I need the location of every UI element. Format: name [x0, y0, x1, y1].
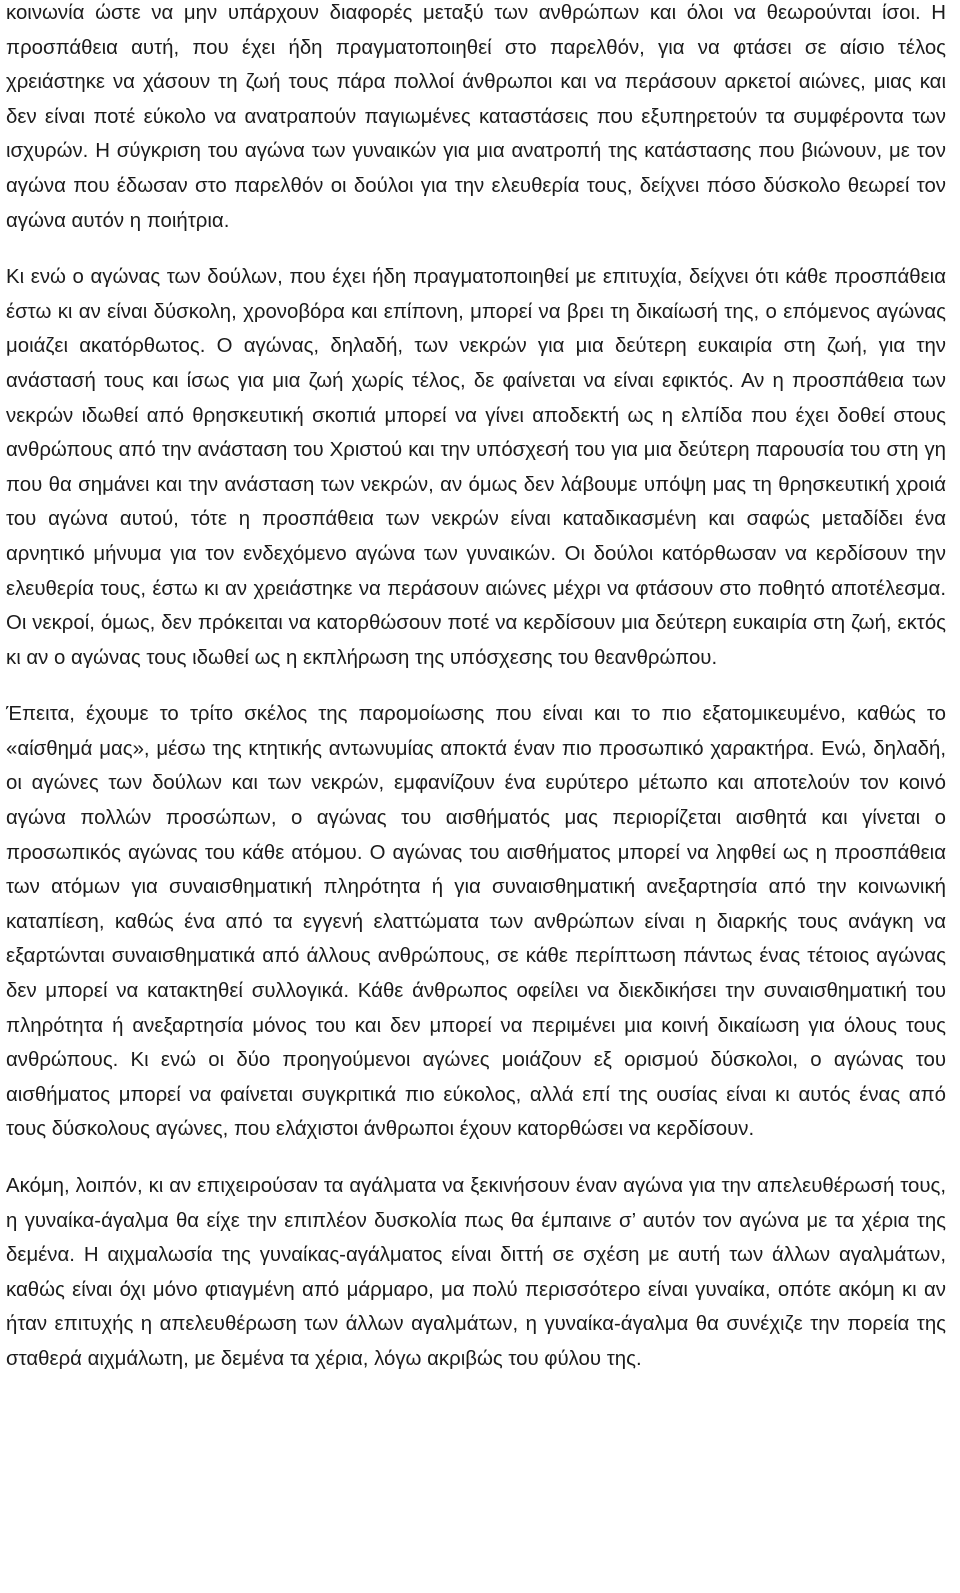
paragraph-slavery-comparison: κοινωνία ώστε να μην υπάρχουν διαφορές μεταξύ των ανθρώπων και όλοι να θεωρούνται ίσοι. Η προσπάθεια αυτή, που έχει ήδη πραγματοποιηθεί στο παρελθόν, για να φτάσει σε αίσιο τέλος χρειάστηκε να χάσουν τη ζωή τους πάρα πολλοί άνθρωποι και να περάσουν αρκετοί αιώνες, μιας και δεν είναι ποτέ εύκολο να ανατραπούν παγιωμένες καταστάσεις που εξυπηρετούν τα συμφέροντα των ισχυρών. Η σύγκριση του αγώνα των γυναικών για μια ανατροπή της κατάστασης που βιώνουν, με τον αγώνα που έδωσαν στο παρελθόν οι δούλοι για την ελευθερία τους, δείχνει πόσο δύσκολο θεωρεί τον αγώνα αυτόν η ποιήτρια. [6, 2, 946, 232]
paragraph-struggle-of-the-dead: Κι ενώ ο αγώνας των δούλων, που έχει ήδη πραγματοποιηθεί με επιτυχία, δείχνει ότι κάθε προσπάθεια έστω κι αν είναι δύσκολη, χρονοβόρα και επίπονη, μπορεί να βρει τη δικαίωσή της, ο επόμενος αγώνας μοιάζει ακατόρθωτος. Ο αγώνας, δηλαδή, των νεκρών για μια δεύτερη ευκαιρία στη ζωή, για την ανάστασή τους και ίσως για μια ζωή χωρίς τέλος, δε φαίνεται να είναι εφικτός. Αν η προσπάθεια των νεκρών ιδωθεί από θρησκευτική σκοπιά μπορεί να γίνει αποδεκτή ως η ελπίδα που έχει δοθεί στους ανθρώπους από την ανάσταση του Χριστού και την υπόσχεσή του για μια δεύτερη παρουσία του στη γη που θα σημάνει και την ανάσταση των νεκρών, αν όμως δεν λάβουμε υπόψη μας τη θρησκευτική χροιά του αγώνα αυτού, τότε η προσπάθεια των νεκρών είναι καταδικασμένη και σαφώς μεταδίδει ένα αρνητικό μήνυμα για τον ενδεχόμενο αγώνα των γυναικών. Οι δούλοι κατόρθωσαν να κερδίσουν την ελευθερία τους, έστω κι αν χρειάστηκε να περάσουν αιώνες μέχρι να φτάσουν στο ποθητό αποτέλεσμα. Οι νεκροί, όμως, δεν πρόκειται να κατορθώσουν ποτέ να κερδίσουν μια δεύτερη ευκαιρία στη ζωή, εκτός κι αν ο αγώνας τους ιδωθεί ως η εκπλήρωση της υπόσχεσης του θεανθρώπου. [6, 266, 946, 669]
paragraph-struggle-of-feeling: Έπειτα, έχουμε το τρίτο σκέλος της παρομοίωσης που είναι και το πιο εξατομικευμένο, καθώς το «αίσθημά μας», μέσω της κτητικής αντωνυμίας αποκτά έναν πιο προσωπικό χαρακτήρα. Ενώ, δηλαδή, οι αγώνες των δούλων και των νεκρών, εμφανίζουν ένα ευρύτερο μέτωπο και αποτελούν τον κοινό αγώνα πολλών προσώπων, ο αγώνας του αισθήματός μας περιορίζεται αισθητά και γίνεται ο προσωπικός αγώνας του κάθε ατόμου. Ο αγώνας του αισθήματος μπορεί να ληφθεί ως η προσπάθεια των ατόμων για συναισθηματική πληρότητα ή για συναισθηματική ανεξαρτησία από την κοινωνική καταπίεση, καθώς ένα από τα εγγενή ελαττώματα των ανθρώπων είναι η διαρκής τους ανάγκη να εξαρτώνται συναισθηματικά από άλλους ανθρώπους, σε κάθε περίπτωση πάντως ένας τέτοιος αγώνας δεν μπορεί να κατακτηθεί συλλογικά. Κάθε άνθρωπος οφείλει να διεκδικήσει την συναισθηματική του πληρότητα ή ανεξαρτησία μόνος του και δεν μπορεί να περιμένει μια κοινή δικαίωση για όλους τους ανθρώπους. Κι ενώ οι δύο προηγούμενοι αγώνες μοιάζουν εξ ορισμού δύσκολοι, ο αγώνας του αισθήματος μπορεί να φαίνεται συγκριτικά πιο εύκολος, αλλά επί της ουσίας είναι κι αυτός ένας από τους δύσκολους αγώνες, που ελάχιστοι άνθρωποι έχουν κατορθώσει να κερδίσουν. [6, 703, 946, 1141]
paragraph-woman-statue: Ακόμη, λοιπόν, κι αν επιχειρούσαν τα αγάλματα να ξεκινήσουν έναν αγώνα για την απελευθέρωσή τους, η γυναίκα-άγαλμα θα είχε την επιπλέον δυσκολία πως θα έμπαινε σ’ αυτόν τον αγώνα με τα χέρια της δεμένα. Η αιχμαλωσία της γυναίκας-αγάλματος είναι διττή σε σχέση με αυτή των άλλων αγαλμάτων, καθώς είναι όχι μόνο φτιαγμένη από μάρμαρο, μα πολύ περισσότερο είναι γυναίκα, οπότε ακόμη κι αν ήταν επιτυχής η απελευθέρωση των άλλων αγαλμάτων, η γυναίκα-άγαλμα θα συνέχιζε την πορεία της σταθερά αιχμάλωτη, με δεμένα τα χέρια, λόγω ακριβώς του φύλου της. [6, 1175, 946, 1370]
